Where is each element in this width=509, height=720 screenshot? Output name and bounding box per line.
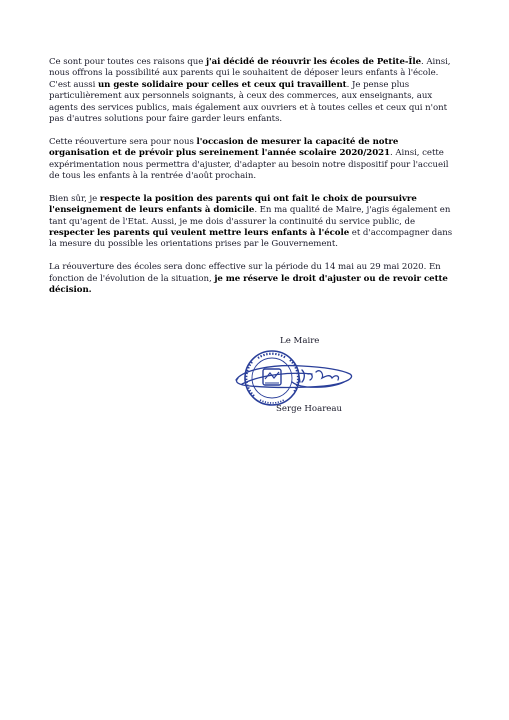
handwritten-signature	[236, 366, 352, 388]
emphasis-text: je me réserve le droit d'ajuster ou de revoir cette décision.	[49, 273, 448, 296]
body-text: . Ainsi, cette expérimentation nous permettra d'ajuster, d'adapter au besoin notre dispositif pour l'accueil de tous les enfants à la rentrée d'août prochain.	[49, 148, 449, 182]
paragraph-reopening-reasons	[49, 57, 461, 125]
emphasis-text: l'occasion de mesurer la capacité de notre organisation et de prévoir plus sereinement l'année scolaire 2020/2021	[49, 136, 399, 159]
body-text: Ce sont pour toutes ces raisons que	[49, 57, 206, 67]
mayor-title: Le Maire	[280, 336, 320, 346]
body-text: . Ainsi, nous offrons la possibilité aux parents qui le souhaitent de déposer leurs enfants à l'école. C'est aussi	[49, 57, 451, 90]
municipal-seal	[245, 351, 299, 405]
body-text: . En ma qualité de Maire, j'agis également en tant qu'agent de l'Etat. Aussi, je me dois d'assurer la continuité du service public, de	[49, 205, 451, 227]
mayor-name: Serge Hoareau	[276, 404, 343, 414]
emphasis-text: un geste solidaire pour celles et ceux qui travaillent	[97, 79, 347, 90]
emphasis-text: respecter les parents qui veulent mettre leurs enfants à l'école	[49, 228, 350, 239]
official-stamp-and-signature	[232, 344, 362, 410]
paragraph-organisation-test	[49, 137, 461, 183]
body-text: . Je pense plus particulièrement aux personnels soignants, à ceux des commerces, aux enseignants, aux agents des services publics, mais également aux ouvriers et à toutes celles et ceux qui n'ont pas d'autres solutions pour faire garder leurs enfants.	[49, 79, 447, 125]
paragraph-effective-dates	[49, 262, 461, 296]
emphasis-text: j'ai décidé de réouvrir les écoles de Petite-Île	[205, 57, 422, 67]
body-text: Cette réouverture sera pour nous	[49, 136, 197, 147]
body-text: Bien sûr, je	[49, 193, 100, 204]
paragraph-parents-choice	[49, 194, 461, 251]
letter-body	[49, 57, 461, 308]
body-text: La réouverture des écoles sera donc effective sur la période du 14 mai au 29 mai 2020. En fonction de l'évolution de la situation,	[49, 262, 441, 284]
emphasis-text: respecte la position des parents qui ont fait le choix de poursuivre l'enseignement de leurs enfants à domicile	[49, 193, 417, 216]
body-text: et d'accompagner dans la mesure du possible les orientations prises par le Gouvernement.	[49, 228, 453, 250]
